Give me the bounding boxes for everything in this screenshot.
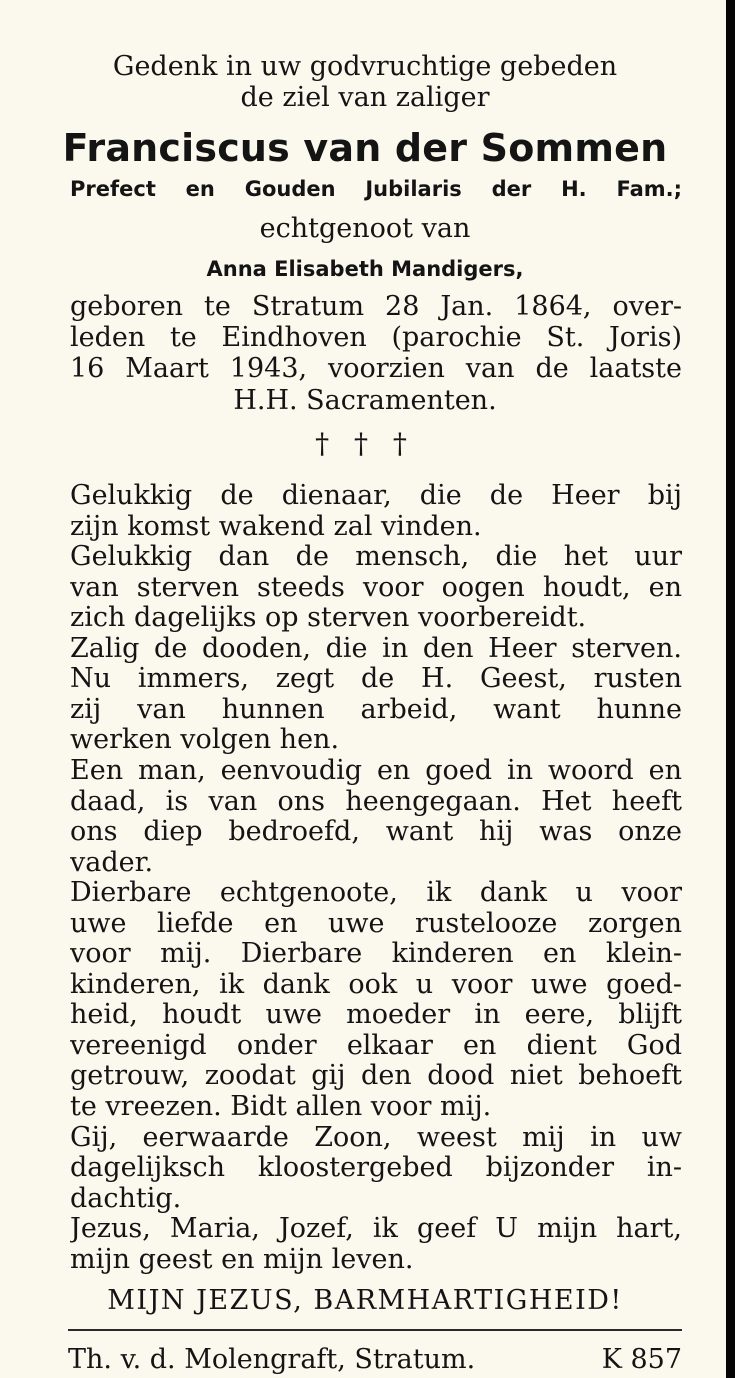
body-line-24: dachtig. <box>70 1184 182 1214</box>
footer-divider <box>68 1329 682 1331</box>
body-line-17: kinderen, ik dank ook u voor uwe goed- <box>70 970 682 1000</box>
body-line-7: Nu immers, zegt de H. Geest, rusten <box>70 664 682 694</box>
body-line-21: te vreezen. Bidt allen voor mij. <box>70 1092 492 1122</box>
printer-credit: Th. v. d. Molengraft, Stratum. <box>68 1345 476 1375</box>
body-line-23: dagelijksch kloostergebed bijzonder in- <box>70 1153 682 1183</box>
body-line-13: vader. <box>70 848 154 878</box>
body-line-18: heid, houdt uwe moeder in eere, blijft <box>70 1000 682 1030</box>
spouse-name: Anna Elisabeth Mandigers, <box>206 257 524 281</box>
body-line-2: zijn komst wakend zal vinden. <box>70 512 482 542</box>
deceased-name: Franciscus van der Sommen <box>62 126 668 170</box>
closing-prayer: MIJN JEZUS, BARMHARTIGHEID! <box>107 1286 623 1316</box>
body-line-20: getrouw, zoodat gij den dood niet behoeft <box>70 1061 682 1091</box>
body-line-3: Gelukkig dan de mensch, die het uur <box>70 542 682 572</box>
body-line-1: Gelukkig de dienaar, die de Heer bij <box>70 481 682 511</box>
body-line-10: Een man, eenvoudig en goed in woord en <box>70 756 682 786</box>
body-line-22: Gij, eerwaarde Zoon, weest mij in uw <box>70 1123 682 1153</box>
biography-line-3: 16 Maart 1943, voorzien van de laatste <box>70 354 682 384</box>
body-line-5: zich dagelijks op sterven voorbereidt. <box>70 603 587 633</box>
spouse-intro: echtgenoot van <box>259 214 471 244</box>
body-line-14: Dierbare echtgenoote, ik dank u voor <box>70 878 682 908</box>
body-line-11: daad, is van ons heengegaan. Het heeft <box>70 787 682 817</box>
three-crosses: † † † <box>315 428 415 460</box>
card-code: K 857 <box>601 1345 682 1375</box>
biography-line-1: geboren te Stratum 28 Jan. 1864, over- <box>70 292 682 322</box>
body-line-26: mijn geest en mijn leven. <box>70 1245 414 1275</box>
body-line-4: van sterven steeds voor oogen houdt, en <box>70 573 682 603</box>
body-line-16: voor mij. Dierbare kinderen en klein- <box>70 939 682 969</box>
body-line-15: uwe liefde en uwe rustelooze zorgen <box>70 909 682 939</box>
biography-line-4: H.H. Sacramenten. <box>233 386 497 416</box>
body-line-12: ons diep bedroefd, want hij was onze <box>70 817 682 847</box>
body-line-8: zij van hunnen arbeid, want hunne <box>70 695 682 725</box>
scan-edge <box>726 0 735 1378</box>
intro-line-1: Gedenk in uw godvruchtige gebeden <box>112 52 618 82</box>
body-line-9: werken volgen hen. <box>70 725 340 755</box>
deceased-title: Prefect en Gouden Jubilaris der H. Fam.; <box>70 177 682 201</box>
body-line-19: vereenigd onder elkaar en dient God <box>70 1031 682 1061</box>
intro-line-2: de ziel van zaliger <box>240 83 490 113</box>
body-line-25: Jezus, Maria, Jozef, ik geef U mijn hart, <box>70 1214 682 1244</box>
body-line-6: Zalig de dooden, die in den Heer sterven. <box>70 634 682 664</box>
biography-line-2: leden te Eindhoven (parochie St. Joris) <box>70 323 682 353</box>
